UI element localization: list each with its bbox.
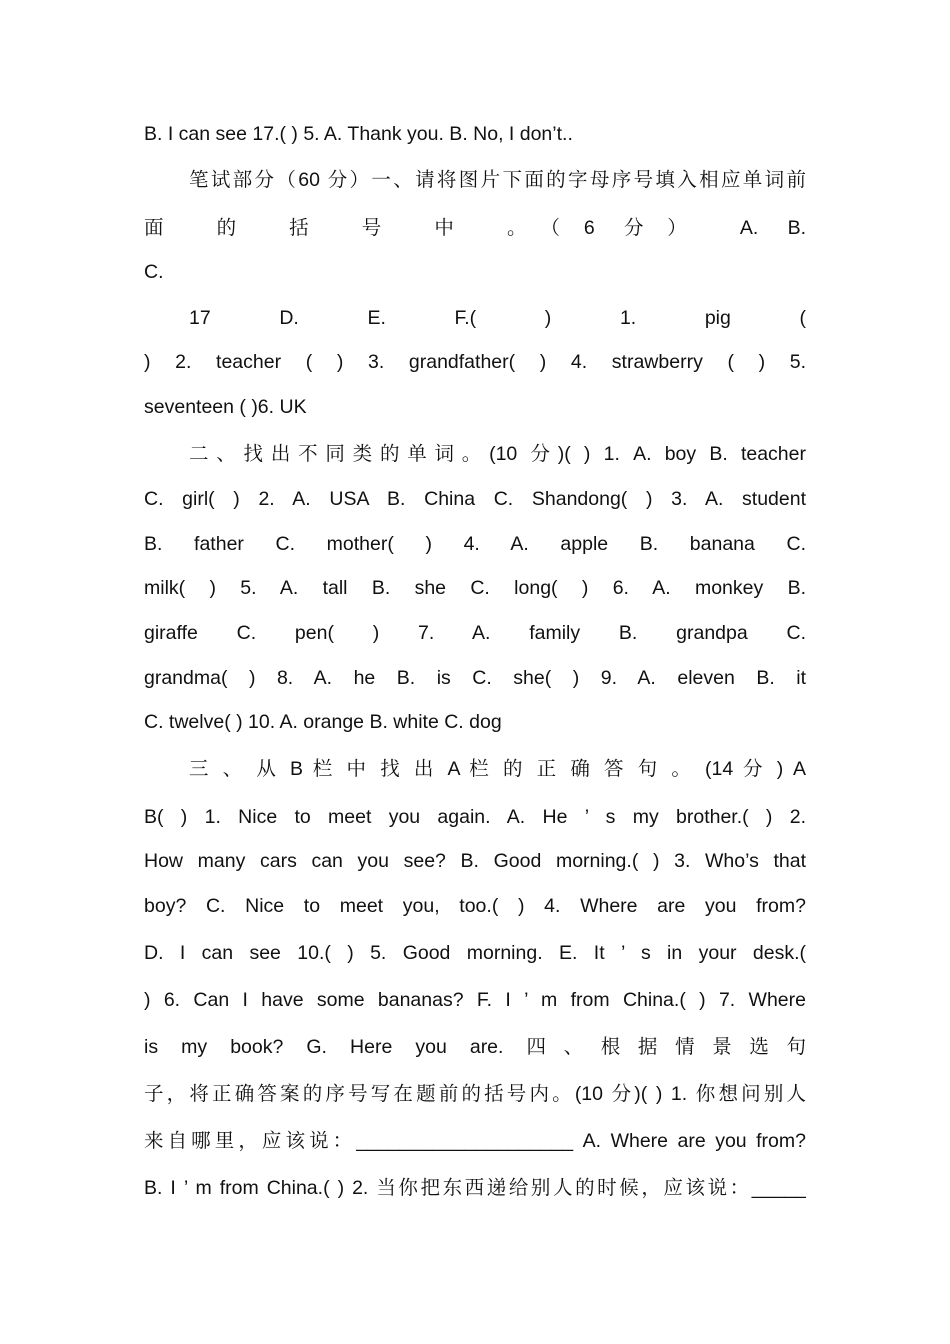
text-line-4: C. [144,261,164,283]
text-line-13: grandma( ) 8. A. he B. is C. she( ) 9. A. eleven B. it [144,667,806,689]
text-line-10: B. father C. mother( ) 4. A. apple B. banana C. [144,533,806,555]
text-line-15: 三 、 从 B 栏 中 找 出 A 栏 的 正 确 答 句 。 (14 分 ) A [189,758,806,780]
text-line-5: 17 D. E. F.( ) 1. pig ( [189,307,806,329]
text-line-22: 子，将正确答案的序号写在题前的括号内。(10 分)( ) 1. 你想问别人 [144,1083,806,1105]
text-line-24: B. I ’ m from China.( ) 2. 当你把东西递给别人的时候，应该说：_____ [144,1177,806,1199]
text-line-9: C. girl( ) 2. A. USA B. China C. Shandong( ) 3. A. student [144,488,806,510]
text-line-7: seventeen ( )6. UK [144,396,307,418]
text-line-14: C. twelve( ) 10. A. orange B. white C. dog [144,711,502,733]
text-line-21: is my book? G. Here you are. 四、根据情景选句 [144,1036,806,1058]
text-line-6: ) 2. teacher ( ) 3. grandfather( ) 4. strawberry ( ) 5. [144,351,806,373]
text-line-8: 二、找出不同类的单词。(10 分)( ) 1. A. boy B. teacher [189,443,806,465]
text-line-23: 来自哪里，应该说：____________________ A. Where are you from? [144,1130,806,1152]
text-line-1: B. I can see 17.( ) 5. A. Thank you. B. No, I don’t.. [144,123,573,145]
text-line-20: ) 6. Can I have some bananas? F. I ’ m from China.( ) 7. Where [144,989,806,1011]
text-line-2: 笔试部分（60 分）一、请将图片下面的字母序号填入相应单词前 [189,169,806,191]
text-line-18: boy? C. Nice to meet you, too.( ) 4. Where are you from? [144,895,806,917]
text-line-17: How many cars can you see? B. Good morning.( ) 3. Who’s that [144,850,806,872]
text-line-12: giraffe C. pen( ) 7. A. family B. grandpa C. [144,622,806,644]
text-line-19: D. I can see 10.( ) 5. Good morning. E. It ’ s in your desk.( [144,942,806,964]
text-line-11: milk( ) 5. A. tall B. she C. long( ) 6. A. monkey B. [144,577,806,599]
text-line-16: B( ) 1. Nice to meet you again. A. He ’ s my brother.( ) 2. [144,806,806,828]
text-line-3: 面 的 括 号 中 。（6 分） A. B. [144,217,806,239]
